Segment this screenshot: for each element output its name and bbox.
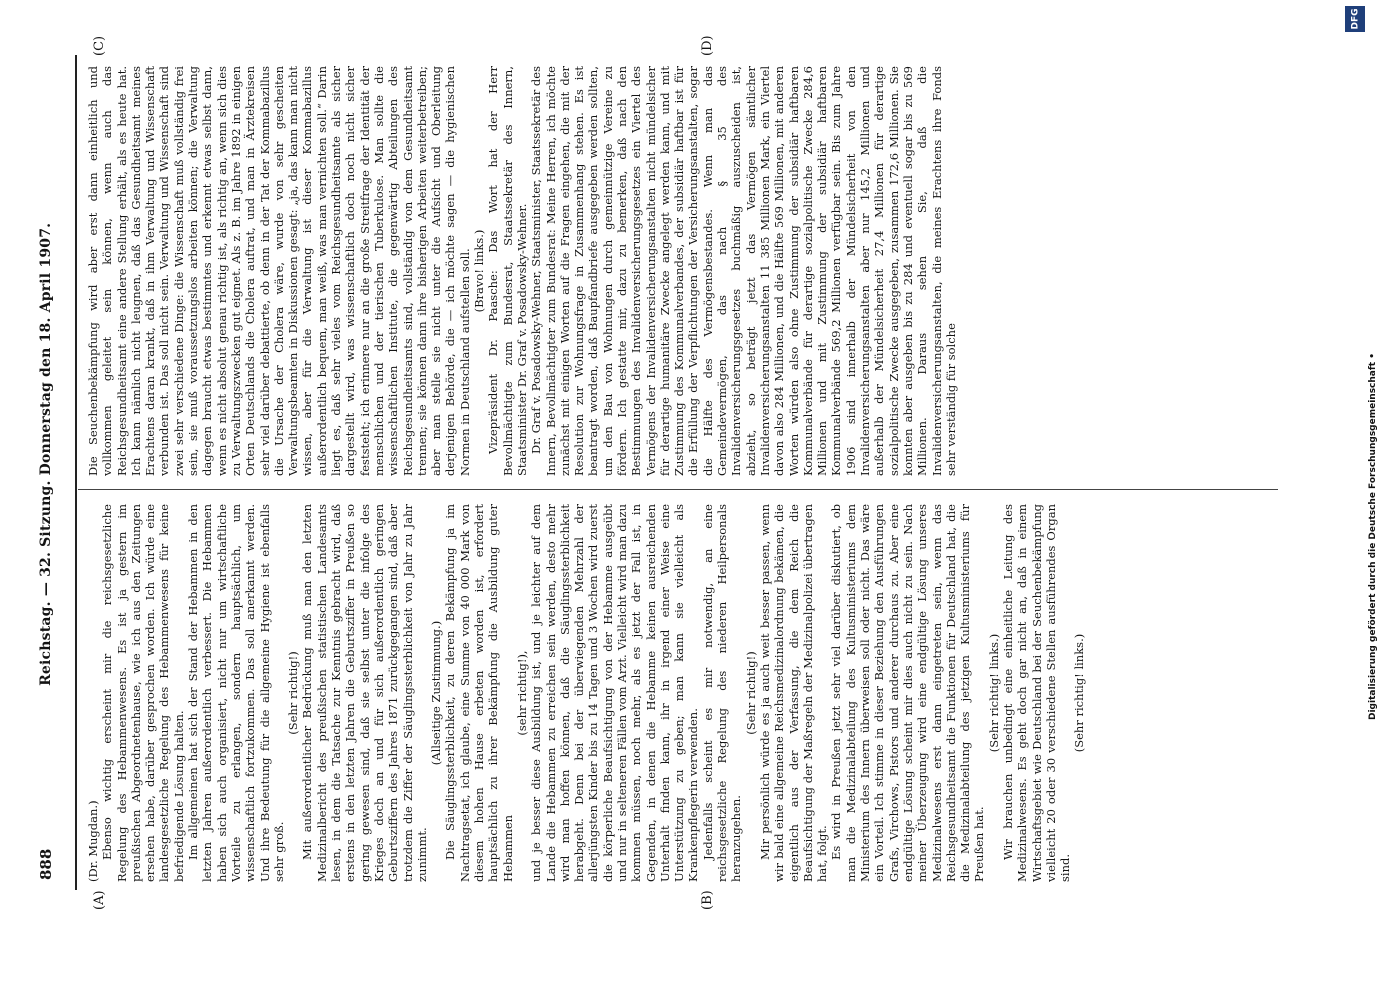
left-interjection: (Allseitige Zustimmung.)	[429, 620, 444, 766]
left-interjection: (Sehr richtig!)	[286, 651, 301, 735]
margin-marker-d: (D)	[700, 35, 715, 56]
right-speaker-paragraph: Dr. Graf v. Posadowsky-Wehner, Staatsminister, Staatssekretär des Innern, Bevollmächtigter zum Bundesrat: Meine Herren, ich möchte zunächst mit einigen Worten auf die Fragen eingehen, die mit der Resolution zur Wohnungsfrage in Zusammenhang stehen. Es ist beantragt worden, daß Baupfandbriefe ausgegeben werden sollten, um den Bau von Wohnungen durch gemeinnützige Vereine zu fördern. Ich gestatte mir, dazu zu bemerken, daß nach den Bestimmungen des Invalidenversicherungsgesetzes ein Viertel des Vermögens der Invalidenversicherungsanstalten nicht mündelsicher für derartige humanitäre Zwecke angelegt werden kann, und mit Zustimmung des Kommunalverbandes, der subsidiär haftbar ist für die Erfüllung der Verpflichtungen der Versicherungsanstalten, sogar die Hälfte des Vermögensbestandes. Wenn man das Gemeindevermögen, das nach § 35 des Invalidenversicherungsgesetzes buchmäßig auszuscheiden ist, abzieht, so beträgt jetzt das Vermögen sämtlicher Invalidenversicherungsanstalten 11 385 Millionen Mark, ein Viertel davon also 284 Millionen, und die Hälfte 569 Millionen, mit anderen Worten würden also ohne Zustimmung der subsidiär haftbaren Kommunalverbände für derartige sozialpolitische Zwecke 284,6 Millionen und mit Zustimmung der subsidiär haftbaren Kommunalverbände 569,2 Millionen verfügbar sein. Bis zum Jahre 1906 sind innerhalb der Mündelsicherheit von den Invalidenversicherungsanstalten aber nur 145,2 Millionen und außerhalb der Mündelsicherheit 27,4 Millionen für derartige sozialpolitische Zwecke ausgegeben, zusammen 172,6 Millionen. Sie konnten aber ausgeben bis zu 284 und eventuell sogar bis zu 569 Millionen. Daraus sehen Sie, daß die Invalidenversicherungsanstalten, die meines Erachtens ihre Fonds sehr verständig für solche	[529, 66, 958, 476]
right-interjection: (Bravo! links.)	[472, 229, 487, 313]
left-interjection: (Sehr richtig! links.)	[1072, 633, 1087, 753]
left-interjection: (sehr richtig!),	[514, 650, 529, 736]
left-paragraph: Ebenso wichtig erscheint mir die reichsgesetzliche Regelung des Hebammenwesens. Es ist ja gestern im preußischen Abgeordnetenhause, wie ich aus den Zeitungen ersehen habe, darüber gesprochen worden. Ich würde eine landesgesetzliche Regelung des Hebammenwesens für keine befriedigende Lösung halten.	[100, 504, 186, 882]
left-paragraph: und je besser diese Ausbildung ist, und je leichter auf dem Lande die Hebammen zu erreichen sein werden, desto mehr wird man hoffen können, daß die Säuglingssterblichkeit herabgeht. Denn bei der überwiegenden Mehrzahl der allerjüngsten Kinder bis zu 14 Tagen und 3 Wochen wird zuerst die körperliche Beaufsichtigung von der Hebamme ausgeübt und nur in selteneren Fällen vom Arzt. Vielleicht wird man dazu kommen müssen, noch mehr, als es jetzt der Fall ist, in Gegenden, in denen die Hebamme keinen ausreichenden Unterhalt finden kann, ihr in irgend einer Weise eine Unterstützung zu geben; man kann sie vielleicht als Krankenpflegerin verwenden.	[529, 504, 701, 882]
left-interjection: (Sehr richtig!)	[743, 651, 758, 735]
right-speaker-paragraph: Vizepräsident Dr. Paasche: Das Wort hat der Herr Bevollmächtigte zum Bundesrat, Staatssekretär des Innern, Staatsminister Dr. Graf v. Posadowsky-Wehner.	[486, 66, 529, 476]
left-paragraph: Es wird in Preußen jetzt sehr viel darüber diskutiert, ob man die Medizinalabteilung des Kultusministeriums dem Ministerium des Innern überweisen soll oder nicht. Das wäre ein Vorteil. Ich stimme in dieser Beziehung den Ausführungen Grafs, Virchows, Pistors und anderer durchaus zu. Aber eine endgültige Lösung scheint mir dies auch nicht zu sein. Nach meiner Überzeugung wird eine endgültige Lösung unseres Medizinalwesens erst dann eingetreten sein, wenn das Reichsgesundheitsamt die Funktionen für Deutschland hat, die die Medizinalabteilung des jetzigen Kultusministeriums für Preußen hat.	[829, 504, 987, 882]
running-title: Reichstag. — 32. Sitzung. Donnerstag den 18. April 1907.	[38, 222, 54, 686]
header-rule	[75, 55, 77, 890]
left-interjection: (Sehr richtig! links.)	[986, 633, 1001, 753]
digitization-credit: Digitalisierung gefördert durch die Deutsche Forschungsgemeinschaft •	[1368, 353, 1378, 720]
margin-marker-c: (C)	[92, 35, 107, 56]
left-column	[86, 504, 1276, 882]
left-paragraph: (Dr. Mugdan.)	[86, 800, 100, 882]
dfg-logo	[1345, 6, 1365, 32]
left-paragraph: Wir brauchen unbedingt eine einheitliche Leitung des Medizinalwesens. Es geht doch gar nicht an, daß in einem Wirtschaftsgebiet wie Deutschland bei der Seuchenbekämpfung vielleicht 20 oder 30 verschiedene Stellen ausführendes Organ sind.	[1001, 504, 1073, 882]
right-column	[86, 66, 1276, 476]
left-paragraph: Die Säuglingssterblichkeit, zu deren Bekämpfung ja im Nachtragsetat, ich glaube, eine Summe von 40 000 Mark von diesem hohen Hause erbeten worden ist, erfordert hauptsächlich zu ihrer Bekämpfung die Ausbildung guter Hebammen	[443, 504, 515, 882]
dfg-logo-text: DFG	[1350, 8, 1361, 30]
page-number: 888	[37, 848, 55, 880]
left-paragraph: Im allgemeinen hat sich der Stand der Hebammen in den letzten Jahren außerordentlich verbessert. Die Hebammen haben sich auch organisiert, nicht nur um wirtschaftliche Vorteile zu erlangen, sondern hauptsächlich, um wissenschaftlich fortzukommen. Das soll anerkannt werden. Und ihre Bedeutung für die allgemeine Hygiene ist ebenfalls sehr groß.	[186, 504, 286, 882]
left-paragraph: Mir persönlich würde es ja auch weit besser passen, wenn wir bald eine allgemeine Reichsmedizinalordnung bekämen, die eigentlich aus der Verfassung, die dem Reich die Beaufsichtigung der Maßregeln der Medizinalpolizei übertragen hat, folgt.	[757, 504, 830, 882]
left-paragraph: Mit außerordentlicher Bedrückung muß man den letzten Medizinalbericht des preußischen statistischen Landesamts lesen, in dem die Tatsache zur Kenntnis gebracht wird, daß erstens in den letzten Jahren die Geburtsziffer in Preußen so gering gewesen sind, daß sie selbst unter die infolge des Krieges doch an und für sich außerordentlich geringen Geburtsziffern des Jahres 1871 zurückgegangen sind, daß aber trotzdem die Ziffer der Säuglingssterblichkeit von Jahr zu Jahr zunimmt.	[300, 504, 429, 882]
right-paragraph: Die Seuchenbekämpfung wird aber erst dann einheitlich und vollkommen geleitet sein können, wenn auch das Reichsgesundheitsamt eine andere Stellung erhält, als es heute hat. Ich kann nämlich nicht leugnen, daß das Gesundheitsamt meines Erachtens daran krankt, daß in ihm Verwaltung und Wissenschaft verbunden ist. Das soll nicht sein. Verwaltung und Wissenschaft sind zwei sehr verschiedene Dinge: die Wissenschaft muß vollständig frei sein, sie muß voraussetzungslos arbeiten können; die Verwaltung dagegen braucht etwas bestimmtes und erkennt etwas selbst dann, wenn es nicht absolut genau richtig ist, als richtig an, wenn sich dies zu Verwaltungszwecken gut eignet. Als z. B. im Jahre 1892 in einigen Orten Deutschlands die Cholera auftrat, und man in Ärztekreisen sehr viel darüber debattierte, ob denn in der Tat der Kommabazillus die Ursache der Cholera wäre, wurde von sehr gescheiten Verwaltungsbeamten in Diskussionen gesagt: „ja, das kann man nicht wissen, aber für die Verwaltung ist dieser Kommabazillus außerordentlich bequem, man weiß, was man vernichten soll.“ Darin liegt es, daß sehr vieles vom Reichsgesundheitsamte als sicher dargestellt wird, was wissenschaftlich doch noch nicht sicher feststeht; ich erinnere nur an die große Streitfrage der Identität der menschlichen und der tierischen Tuberkulose. Man sollte die wissenschaftlichen Institute, die gegenwärtig Abteilungen des Reichsgesundheitsamts sind, vollständig von dem Gesundheitsamt trennen; sie können dann ihre bisherigen Arbeiten weiterbetreiben; aber man stelle sie nicht unter die Aufsicht und Oberleitung derjenigen Behörde, die — ich möchte sagen — die hygienischen Normen in Deutschland aufstellen soll.	[86, 66, 472, 476]
column-divider	[78, 489, 1278, 490]
left-paragraph: Jedenfalls scheint es mir notwendig, an eine reichsgesetzliche Regelung des niederen Heilpersonals heranzugehen.	[700, 504, 744, 882]
page-header	[32, 60, 60, 880]
margin-marker-b: (B)	[700, 890, 715, 910]
margin-marker-a: (A)	[92, 890, 107, 910]
